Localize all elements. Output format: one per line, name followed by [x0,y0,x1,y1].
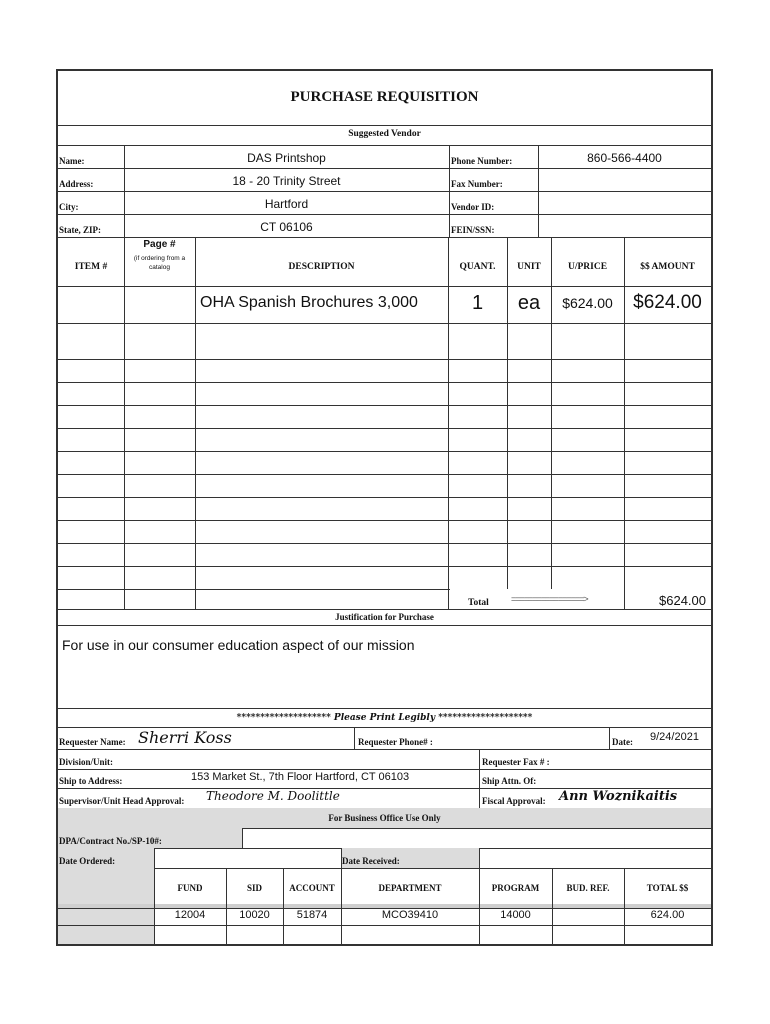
bo-fund-value: 12004 [174,909,206,921]
supervisor-signature: Theodore M. Doolittle [206,789,340,803]
division-label: Division/Unit: [59,757,114,767]
bo-account-value: 51874 [296,909,328,921]
bo-col-fund: FUND [177,883,203,893]
vendor-id-label: Vendor ID: [451,202,495,212]
business-office-title: For Business Office Use Only [328,813,441,823]
bo-total-value: 624.00 [650,909,685,921]
col-quant-header: QUANT. [459,262,496,272]
ship-attn-label: Ship Attn. Of: [482,776,537,786]
fax-label: Fax Number: [451,179,503,189]
col-page-note: (if ordering from a catalog [133,255,186,271]
total-amount: $624.00 [659,593,706,608]
form-title: PURCHASE REQUISITION [290,89,479,105]
col-unit-header: UNIT [517,262,541,272]
col-uprice-header: U/PRICE [567,262,608,272]
requester-fax-label: Requester Fax # : [482,757,550,767]
vendor-name-label: Name: [59,156,85,166]
bo-department-value: MCO39410 [381,909,439,921]
address-label: Address: [59,179,94,189]
total-label: Total [468,598,489,608]
supervisor-approval-label: Supervisor/Unit Head Approval: [59,796,185,806]
col-item-header: ITEM # [74,262,108,272]
date-label: Date: [612,737,633,747]
fiscal-approval-label: Fiscal Approval: [482,796,546,806]
phone-label: Phone Number: [451,156,513,166]
ship-address: 153 Market St., 7th Floor Hartford, CT 06103 [191,771,410,783]
col-amount-header: $$ AMOUNT [640,262,695,272]
requester-phone-label: Requester Phone# : [358,737,433,747]
row-unit: ea [517,292,541,314]
col-page-header: Page # [143,239,176,250]
row-amount: $624.00 [633,292,702,313]
city-label: City: [59,202,79,212]
requester-name-label: Requester Name: [59,737,126,747]
vendor-name: DAS Printshop [247,151,326,165]
request-date: 9/24/2021 [650,731,699,743]
row-quant: 1 [471,292,484,314]
bo-col-bud-ref: BUD. REF. [566,883,610,893]
fiscal-signature: Ann Woznikaitis [559,789,678,804]
vendor-state-zip: CT 06106 [260,220,313,234]
row-description: OHA Spanish Brochures 3,000 [200,294,418,311]
justification-title: Justification for Purchase [335,612,434,622]
vendor-phone: 860-566-4400 [587,151,662,165]
ship-address-label: Ship to Address: [59,776,123,786]
bo-col-account: ACCOUNT [289,883,335,893]
bo-sid-value: 10020 [239,909,270,921]
bo-col-program: PROGRAM [491,883,540,893]
print-legibly-banner: ******************** Please Print Legibly ******************** [236,713,533,723]
total-arrow: =================> [511,594,588,604]
bo-col-sid: SID [246,883,262,893]
vendor-section-title: Suggested Vendor [348,129,421,139]
dpa-label: DPA/Contract No./SP-10#: [59,836,162,846]
bo-col-department: DEPARTMENT [378,883,442,893]
bo-program-value: 14000 [500,909,531,921]
purchase-requisition-form [56,69,713,946]
requester-name: Sherri Koss [138,728,232,747]
date-ordered-label: Date Ordered: [59,856,116,866]
justification-text: For use in our consumer education aspect of our mission [62,637,415,653]
vendor-address: 18 - 20 Trinity Street [232,174,341,188]
state-zip-label: State, ZIP: [59,225,101,235]
vendor-city: Hartford [264,197,309,211]
date-received-label: Date Received: [342,856,400,866]
bo-col-total: TOTAL $$ [646,883,689,893]
col-description-header: DESCRIPTION [288,262,355,272]
row-uprice: $624.00 [562,295,613,311]
fein-label: FEIN/SSN: [451,225,495,235]
